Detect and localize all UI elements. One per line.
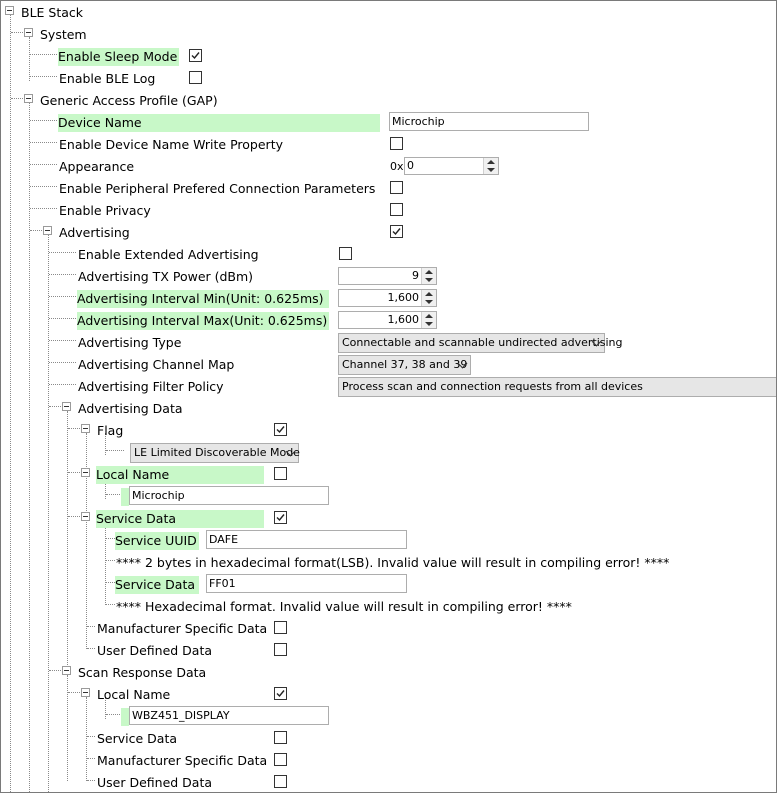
- peripheral-pref-conn-checkbox[interactable]: [390, 181, 403, 194]
- tree-guide-line: [68, 472, 82, 473]
- item-label: Enable Peripheral Prefered Connection Parameters: [59, 181, 376, 196]
- tree-guide-line: [49, 384, 76, 385]
- item-label: User Defined Data: [97, 643, 213, 658]
- tree-guide-line: [87, 736, 95, 737]
- tree-guide-line: [30, 186, 57, 187]
- collapse-toggle-icon[interactable]: [24, 28, 33, 37]
- tree-guide-line: [106, 582, 115, 583]
- item-label: Enable Extended Advertising: [78, 247, 259, 262]
- tree-guide-line: [49, 406, 63, 407]
- tree-item-enable-sleep-mode: [1, 45, 777, 67]
- item-label: Manufacturer Specific Data: [97, 753, 268, 768]
- spinner-value: 1,600: [387, 291, 419, 304]
- arrow-down-icon[interactable]: [425, 278, 433, 282]
- advertising-checkbox[interactable]: [390, 225, 403, 238]
- tree-item-scan-service-data: [1, 727, 777, 749]
- tree-guide-line: [30, 208, 57, 209]
- tree-guide-line: [106, 538, 115, 539]
- tree-guide-line: [30, 76, 57, 77]
- node-label: Service Data: [96, 510, 264, 528]
- tree-item-adv-local-name-value: [1, 485, 777, 507]
- tree-guide-line: [30, 164, 57, 165]
- item-label: Appearance: [59, 159, 135, 174]
- scan-user-defined-checkbox[interactable]: [274, 775, 287, 788]
- tree-item-device-name: [1, 111, 777, 133]
- node-label: System: [40, 27, 87, 42]
- checkmark-icon: [275, 424, 286, 435]
- enable-sleep-mode-checkbox[interactable]: [189, 49, 202, 62]
- tree-item-channel-map: [1, 353, 777, 375]
- item-label: Service UUID: [115, 532, 199, 550]
- tree-item-device-name-write: [1, 133, 777, 155]
- tree-item-appearance: [1, 155, 777, 177]
- dropdown-value: Process scan and connection requests from all devices: [342, 380, 643, 393]
- adv-local-name-checkbox[interactable]: [274, 467, 287, 480]
- collapse-toggle-icon[interactable]: [62, 666, 71, 675]
- adv-user-defined-checkbox[interactable]: [274, 643, 287, 656]
- data-format-note: **** Hexadecimal format. Invalid value will result in compiling error! ****: [116, 599, 572, 614]
- node-label: Local Name: [97, 687, 171, 702]
- appearance-spinner[interactable]: [404, 157, 499, 175]
- node-label: Flag: [97, 423, 124, 438]
- tree-guide-line: [106, 604, 115, 605]
- tree-item-flag-value: [1, 441, 777, 463]
- spinner-buttons[interactable]: [421, 290, 436, 306]
- item-label: Device Name: [58, 114, 380, 132]
- tree-guide-line: [87, 780, 95, 781]
- collapse-toggle-icon[interactable]: [81, 424, 90, 433]
- tree-item-peripheral-pref-conn: [1, 177, 777, 199]
- device-name-input[interactable]: Microchip: [389, 112, 589, 131]
- tree-guide-line: [68, 516, 82, 517]
- tree-item-enable-privacy: [1, 199, 777, 221]
- tree-node-gap: [1, 89, 777, 111]
- arrow-down-icon[interactable]: [487, 168, 495, 172]
- adv-service-data-checkbox[interactable]: [274, 511, 287, 524]
- tree-guide-line: [87, 626, 95, 627]
- tree-item-service-uuid: [1, 529, 777, 551]
- scan-local-name-input[interactable]: WBZ451_DISPLAY: [129, 706, 329, 725]
- arrow-up-icon[interactable]: [425, 314, 433, 318]
- flag-dropdown[interactable]: [130, 443, 299, 463]
- node-label: Advertising Data: [78, 401, 183, 416]
- tree-item-scan-local-name-value: [1, 705, 777, 727]
- tree-node-scan-response: [1, 661, 777, 683]
- tree-item-adv-user-defined: [1, 639, 777, 661]
- collapse-toggle-icon[interactable]: [24, 94, 33, 103]
- tree-guide-line: [49, 296, 76, 297]
- item-label: Enable Device Name Write Property: [59, 137, 283, 152]
- tx-power-spinner[interactable]: [338, 267, 437, 285]
- collapse-toggle-icon[interactable]: [81, 512, 90, 521]
- item-label: Service Data: [97, 731, 178, 746]
- tree-guide-line: [87, 648, 95, 649]
- tree-guide-line: [49, 362, 76, 363]
- extended-advertising-checkbox[interactable]: [339, 247, 352, 260]
- spinner-value: 1,600: [387, 313, 419, 326]
- tree-item-scan-user-defined: [1, 771, 777, 793]
- collapse-toggle-icon[interactable]: [81, 468, 90, 477]
- tree-guide-line: [49, 670, 63, 671]
- checkmark-icon: [275, 688, 286, 699]
- dropdown-value: LE Limited Discoverable Mode: [134, 446, 300, 459]
- spinner-buttons[interactable]: [421, 312, 436, 328]
- tree-guide-line: [30, 120, 57, 121]
- interval-max-spinner[interactable]: [338, 311, 437, 329]
- tree-item-service-data-value: [1, 573, 777, 595]
- tree-guide-line: [49, 252, 76, 253]
- dropdown-value: Channel 37, 38 and 39: [342, 358, 468, 371]
- tree-item-enable-ble-log: [1, 67, 777, 89]
- tree-guide-line: [11, 32, 25, 33]
- service-data-input[interactable]: FF01: [206, 574, 407, 593]
- item-label: User Defined Data: [97, 775, 213, 790]
- collapse-toggle-icon[interactable]: [62, 402, 71, 411]
- enable-ble-log-checkbox[interactable]: [189, 71, 202, 84]
- node-label: Scan Response Data: [78, 665, 207, 680]
- tree-item-interval-max: [1, 309, 777, 331]
- interval-min-spinner[interactable]: [338, 289, 437, 307]
- enable-privacy-checkbox[interactable]: [390, 203, 403, 216]
- adv-local-name-input[interactable]: Microchip: [129, 486, 329, 505]
- arrow-up-icon[interactable]: [425, 292, 433, 296]
- collapse-toggle-icon[interactable]: [43, 226, 52, 235]
- spinner-value: 0: [407, 159, 414, 172]
- tree-guide-line: [68, 428, 82, 429]
- scan-local-name-checkbox[interactable]: [274, 687, 287, 700]
- arrow-down-icon[interactable]: [425, 322, 433, 326]
- node-label: Advertising: [59, 225, 130, 240]
- filter-policy-dropdown[interactable]: [338, 377, 777, 397]
- tree-item-adv-manufacturer-data: [1, 617, 777, 639]
- tree-guide-line: [68, 692, 82, 693]
- item-label: Enable Privacy: [59, 203, 151, 218]
- collapse-toggle-icon[interactable]: [5, 6, 14, 15]
- tree-item-extended-advertising: [1, 243, 777, 265]
- tree-guide-line: [106, 560, 115, 561]
- spinner-buttons[interactable]: [421, 268, 436, 284]
- device-name-write-checkbox[interactable]: [390, 137, 403, 150]
- arrow-down-icon[interactable]: [425, 300, 433, 304]
- checkmark-icon: [275, 512, 286, 523]
- tree-item-uuid-note: [1, 551, 777, 573]
- collapse-toggle-icon[interactable]: [81, 688, 90, 697]
- arrow-up-icon[interactable]: [487, 160, 495, 164]
- checkmark-icon: [190, 50, 201, 61]
- tree-item-data-note: [1, 595, 777, 617]
- tree-item-interval-min: [1, 287, 777, 309]
- item-label: Advertising Type: [78, 335, 182, 350]
- tree-node-advertising: [1, 221, 777, 243]
- tree-guide-line: [49, 318, 76, 319]
- tree-guide-line: [87, 758, 95, 759]
- item-label: Enable BLE Log: [59, 71, 156, 86]
- node-label: BLE Stack: [21, 5, 84, 20]
- tree-node-adv-service-data: [1, 507, 777, 529]
- node-label: Generic Access Profile (GAP): [40, 93, 218, 108]
- tree-guide-line: [106, 714, 120, 715]
- tree-node-system: [1, 23, 777, 45]
- service-uuid-input[interactable]: DAFE: [206, 530, 407, 549]
- spinner-buttons[interactable]: [483, 158, 498, 174]
- tree-guide-line: [106, 494, 120, 495]
- uuid-format-note: **** 2 bytes in hexadecimal format(LSB). Invalid value will result in compiling error! ****: [116, 555, 670, 570]
- dropdown-value: Connectable and scannable undirected advertising: [342, 336, 623, 349]
- tree-node-scan-local-name: [1, 683, 777, 705]
- highlight-marker: [121, 488, 129, 506]
- item-label: Advertising TX Power (dBm): [78, 269, 254, 284]
- item-label: Advertising Channel Map: [78, 357, 235, 372]
- scan-service-data-checkbox[interactable]: [274, 731, 287, 744]
- tree-node-ble-stack: [1, 1, 777, 23]
- tree-item-advertising-type: [1, 331, 777, 353]
- item-label: Manufacturer Specific Data: [97, 621, 268, 636]
- node-label: Local Name: [96, 466, 264, 484]
- tree-guide-line: [30, 142, 57, 143]
- tree-node-adv-local-name: [1, 463, 777, 485]
- checkmark-icon: [391, 226, 402, 237]
- highlight-marker: [121, 708, 129, 726]
- tree-guide-line: [11, 98, 25, 99]
- item-label: Enable Sleep Mode: [58, 49, 178, 64]
- item-label: Advertising Interval Max(Unit: 0.625ms): [77, 313, 328, 328]
- tree-guide-line: [49, 274, 76, 275]
- tree-guide-line: [106, 450, 124, 451]
- tree-item-tx-power: [1, 265, 777, 287]
- item-label: Advertising Interval Min(Unit: 0.625ms): [77, 290, 329, 308]
- flag-checkbox[interactable]: [274, 423, 287, 436]
- tree-item-scan-manufacturer-data: [1, 749, 777, 771]
- tree-guide-line: [49, 340, 76, 341]
- scan-manufacturer-data-checkbox[interactable]: [274, 753, 287, 766]
- tree-node-flag: [1, 419, 777, 441]
- arrow-up-icon[interactable]: [425, 270, 433, 274]
- advertising-type-dropdown[interactable]: [338, 333, 623, 353]
- item-label: Advertising Filter Policy: [78, 379, 224, 394]
- channel-map-dropdown[interactable]: [338, 355, 471, 375]
- tree-guide-line: [30, 230, 44, 231]
- tree-node-advertising-data: [1, 397, 777, 419]
- tree-guide-line: [30, 54, 57, 55]
- item-label: Service Data: [115, 576, 199, 594]
- hex-prefix: 0x: [390, 160, 404, 173]
- adv-manufacturer-data-checkbox[interactable]: [274, 621, 287, 634]
- tree-item-filter-policy: [1, 375, 777, 397]
- spinner-value: 9: [412, 269, 419, 282]
